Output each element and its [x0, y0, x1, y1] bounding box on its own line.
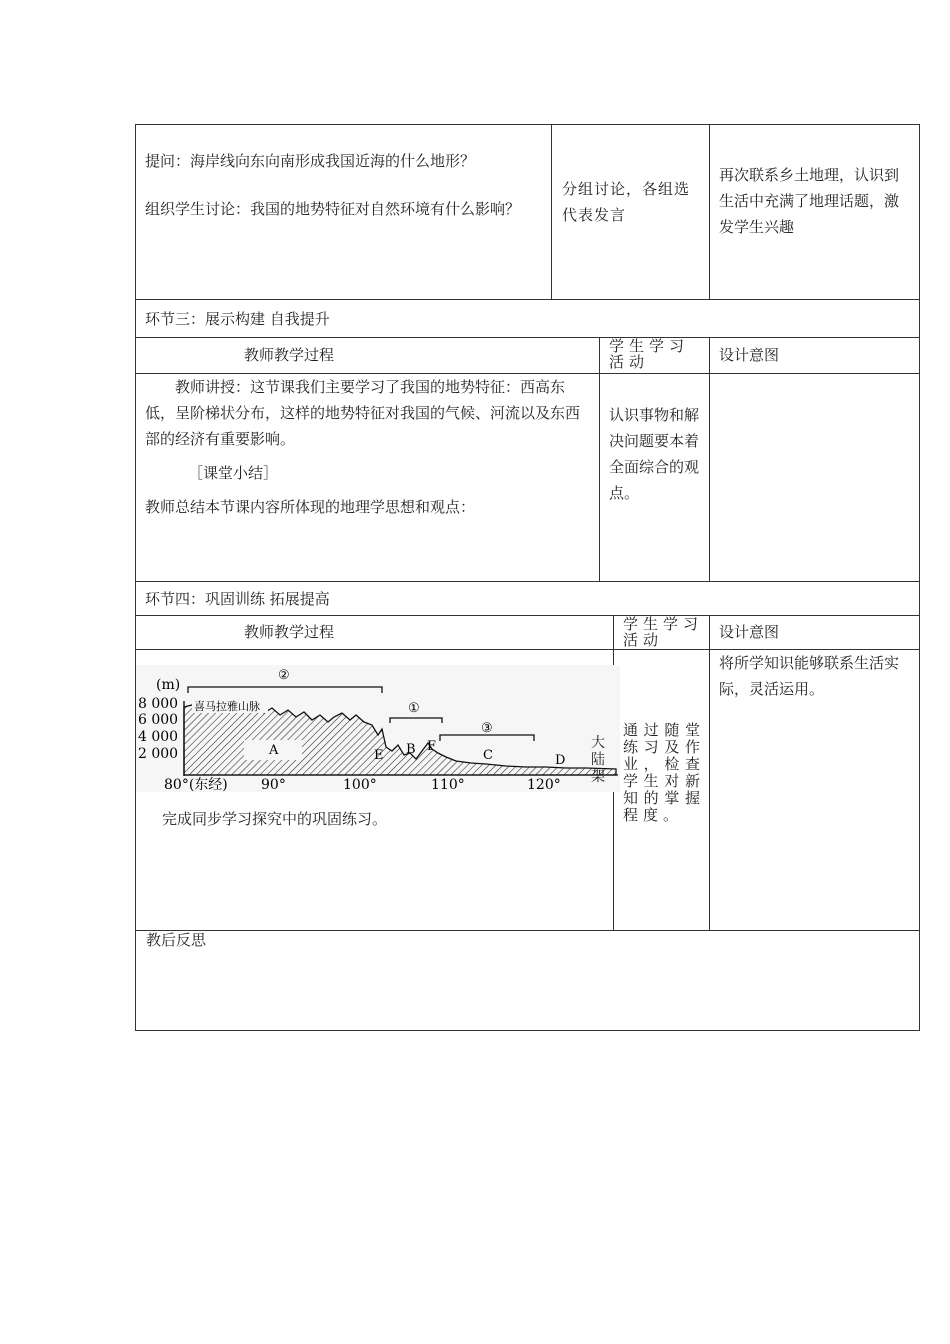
table-rule [709, 337, 710, 581]
continental-shelf-label: 大陆架 [591, 735, 605, 785]
section-4-title: 环节四：巩固训练 拓展提高 [145, 590, 330, 608]
brace-label: ③ [481, 721, 493, 736]
section-4-col-intent: 设计意图 [719, 623, 780, 641]
x-tick: 80°(东经) [164, 777, 228, 792]
mountain-label: 喜马拉雅山脉 [194, 700, 260, 713]
table-border-bottom [135, 1030, 920, 1031]
region-label-d: D [555, 753, 566, 768]
brace-label: ① [408, 701, 420, 716]
section-4-design-intent: 将所学知识能够联系生活实际，灵活运用。 [719, 654, 900, 698]
y-tick: 4 000 [138, 729, 179, 745]
section-4-student-activity: 通过随堂练习及作业，检查学生对新知的掌握程度。 [623, 721, 705, 824]
table-border-left [135, 124, 136, 1031]
x-tick: 110° [431, 777, 465, 792]
table-rule [135, 581, 920, 582]
table-rule [135, 615, 920, 616]
terrain-profile-figure [136, 665, 620, 792]
table-border-right [919, 124, 920, 1031]
y-tick: 2 000 [138, 746, 179, 762]
table-rule [551, 124, 552, 299]
section-3-col-teacher: 教师教学过程 [244, 346, 335, 364]
section-4-col-student: 学生学习活动 [623, 615, 704, 649]
region-label-f: F [427, 739, 437, 754]
region-label-e: E [374, 748, 384, 763]
y-tick: 8 000 [138, 696, 179, 712]
student-activity-discussion: 分组讨论，各组选代表发言 [562, 180, 691, 224]
class-summary-label: ［课堂小结］ [188, 464, 279, 482]
section-3-col-student: 学生学习活动 [609, 337, 690, 371]
table-rule [709, 124, 710, 299]
y-unit: (m) [156, 677, 181, 693]
section-3-teacher-lecture: 教师讲授：这节课我们主要学习了我国的地势特征：西高东低，呈阶梯状分布，这样的地势特征对我国的气候、河流以及东西部的经济有重要影响。 [145, 378, 581, 448]
x-tick: 100° [343, 777, 377, 792]
region-label-c: C [483, 748, 493, 763]
section-4-exercise: 完成同步学习探究中的巩固练习。 [162, 810, 388, 828]
reflection-title: 教后反思 [146, 931, 207, 949]
x-tick: 90° [261, 777, 286, 792]
section-4-col-teacher: 教师教学过程 [244, 623, 335, 641]
teacher-question-2: 组织学生讨论：我国的地势特征对自然环境有什么影响？ [145, 200, 521, 218]
x-tick: 120° [527, 777, 561, 792]
section-3-col-intent: 设计意图 [719, 346, 780, 364]
terrain-profile-svg [136, 665, 620, 792]
region-label-b: B [406, 742, 416, 757]
y-tick: 6 000 [138, 712, 179, 728]
section-3-teacher-summary: 教师总结本节课内容所体现的地理学思想和观点： [145, 498, 476, 516]
terrain-silhouette [184, 704, 616, 775]
table-rule [709, 615, 710, 930]
table-border-top [135, 124, 920, 125]
table-rule [135, 337, 920, 338]
teacher-question-1: 提问：海岸线向东向南形成我国近海的什么地形？ [145, 152, 476, 170]
table-rule [599, 337, 600, 581]
section-3-student-activity: 认识事物和解决问题要本着全面综合的观点。 [609, 406, 700, 502]
section-3-title: 环节三：展示构建 自我提升 [145, 310, 330, 328]
brace-label: ② [278, 668, 290, 683]
region-label-a: A [269, 743, 279, 758]
design-intent-row1: 再次联系乡土地理，认识到生活中充满了地理话题，激发学生兴趣 [719, 166, 900, 236]
table-rule [135, 299, 920, 300]
